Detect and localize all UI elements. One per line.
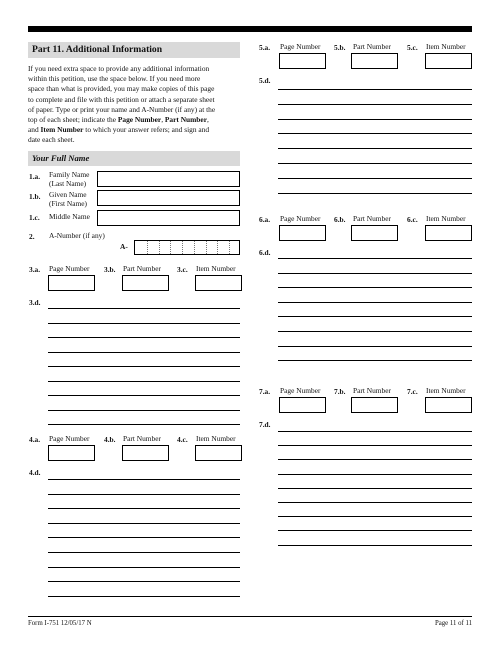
item-7a-page-number-label: Page Number: [280, 386, 321, 395]
item-7d-answer-line[interactable]: [278, 459, 472, 460]
item-4d-answer-line[interactable]: [48, 537, 240, 538]
page-number: Page 11 of 11: [434, 620, 472, 627]
a-number-prefix: A-: [120, 242, 128, 251]
part-11-title: Part 11. Additional Information: [32, 44, 163, 55]
item-7d-answer-line[interactable]: [278, 530, 472, 531]
item-7b-part-number-field[interactable]: [351, 397, 398, 413]
item-3d-answer-line[interactable]: [48, 352, 240, 353]
item-4d-answer-line[interactable]: [48, 581, 240, 582]
item-1c-number: 1.c.: [29, 213, 40, 222]
item-3c-item-number-label: Item Number: [196, 264, 236, 273]
item-4b-number: 4.b.: [104, 435, 116, 444]
item-7d-answer-line[interactable]: [278, 445, 472, 446]
item-6c-item-number-label: Item Number: [426, 214, 466, 223]
item-6d-answer-line[interactable]: [278, 360, 472, 361]
item-4a-number: 4.a.: [29, 435, 41, 444]
given-name-label-line1: Given Name: [49, 190, 87, 199]
item-4c-item-number-field[interactable]: [195, 445, 242, 461]
a-number-digit-divider: [206, 241, 218, 254]
intro-line: within this petition, use the space below. If you need more: [28, 74, 201, 84]
item-5c-item-number-field[interactable]: [425, 53, 472, 69]
intro-bold-page-number: Page Number: [117, 115, 162, 125]
item-7d-number: 7.d.: [259, 420, 271, 429]
item-3b-part-number-label: Part Number: [123, 264, 161, 273]
item-3d-answer-line[interactable]: [48, 410, 240, 411]
middle-name-field[interactable]: [97, 210, 240, 226]
item-6d-answer-line[interactable]: [278, 258, 472, 259]
item-4d-answer-line[interactable]: [48, 596, 240, 597]
intro-line: space than what is provided, you may make copies of this page: [28, 84, 215, 94]
family-name-field[interactable]: [97, 171, 240, 187]
item-3d-answer-line[interactable]: [48, 337, 240, 338]
item-5c-number: 5.c.: [407, 43, 418, 52]
item-6b-part-number-label: Part Number: [353, 214, 391, 223]
item-6d-answer-line[interactable]: [278, 346, 472, 347]
intro-line: of paper. Type or print your name and A-Number (if any) at the: [28, 104, 216, 114]
item-5d-answer-line[interactable]: [278, 148, 472, 149]
item-7d-answer-line[interactable]: [278, 545, 472, 546]
item-5a-page-number-label: Page Number: [280, 42, 321, 51]
item-5d-answer-line[interactable]: [278, 133, 472, 134]
given-name-field[interactable]: [97, 190, 240, 206]
item-4b-part-number-field[interactable]: [122, 445, 169, 461]
a-number-digit-divider: [217, 241, 229, 254]
intro-text: ,: [161, 115, 165, 125]
a-number-digit-divider: [194, 241, 206, 254]
item-7c-number: 7.c.: [407, 387, 418, 396]
item-6b-part-number-field[interactable]: [351, 225, 398, 241]
item-5d-answer-line[interactable]: [278, 193, 472, 194]
intro-line: [28, 125, 242, 135]
item-3d-number: 3.d.: [29, 298, 41, 307]
item-4b-part-number-label: Part Number: [123, 434, 161, 443]
given-name-label-line2: (First Name): [49, 198, 87, 208]
intro-text: and: [28, 125, 41, 135]
item-4d-answer-line[interactable]: [48, 552, 240, 553]
item-3c-item-number-field[interactable]: [195, 275, 242, 291]
item-6b-number: 6.b.: [334, 215, 346, 224]
item-4d-number: 4.d.: [29, 468, 41, 477]
item-3a-page-number-label: Page Number: [49, 264, 90, 273]
intro-text: top of each sheet; indicate the: [28, 115, 118, 125]
item-3d-answer-line[interactable]: [48, 323, 240, 324]
item-6c-number: 6.c.: [407, 215, 418, 224]
a-number-digit-divider: [147, 241, 159, 254]
item-1b-number: 1.b.: [29, 192, 41, 201]
item-4d-answer-line[interactable]: [48, 494, 240, 495]
item-6d-answer-line[interactable]: [278, 316, 472, 317]
item-7b-number: 7.b.: [334, 387, 346, 396]
item-3d-answer-line[interactable]: [48, 308, 240, 309]
item-5d-answer-line[interactable]: [278, 89, 472, 90]
item-7d-answer-line[interactable]: [278, 502, 472, 503]
intro-line: [28, 115, 242, 125]
item-3b-number: 3.b.: [104, 265, 116, 274]
item-4a-page-number-field[interactable]: [48, 445, 95, 461]
part-11-header: [28, 42, 240, 58]
item-5b-number: 5.b.: [334, 43, 346, 52]
item-4a-page-number-label: Page Number: [49, 434, 90, 443]
item-2-number: 2.: [29, 232, 35, 241]
item-6d-answer-line[interactable]: [278, 302, 472, 303]
top-black-bar: [28, 26, 472, 32]
family-name-label-line1: Family Name: [49, 170, 90, 179]
intro-bold-part-number: Part Number: [164, 115, 207, 125]
form-id: Form I-751 12/05/17 N: [28, 620, 92, 627]
item-6d-answer-line[interactable]: [278, 331, 472, 332]
item-3d-answer-line[interactable]: [48, 381, 240, 382]
a-number-digit-divider: [159, 241, 171, 254]
a-number-digit-divider: [182, 241, 194, 254]
family-name-label: [49, 171, 89, 188]
a-number-label: A-Number (if any): [49, 231, 105, 240]
item-6a-number: 6.a.: [259, 215, 271, 224]
item-3d-answer-line[interactable]: [48, 366, 240, 367]
item-3c-number: 3.c.: [177, 265, 188, 274]
intro-line: date each sheet.: [28, 135, 75, 145]
intro-text: ,: [206, 115, 209, 125]
item-4c-number: 4.c.: [177, 435, 188, 444]
footer-rule: [28, 616, 472, 617]
full-name-header: [28, 151, 240, 166]
item-3a-page-number-field[interactable]: [48, 275, 95, 291]
item-6d-answer-line[interactable]: [278, 273, 472, 274]
item-4c-item-number-label: Item Number: [196, 434, 236, 443]
intro-line: to complete and file with this petition or attach a separate sheet: [28, 94, 215, 104]
item-3d-answer-line[interactable]: [48, 395, 240, 396]
item-5b-part-number-label: Part Number: [353, 42, 391, 51]
intro-text: to which your answer refers; and sign and: [83, 125, 210, 135]
item-5d-number: 5.d.: [259, 76, 271, 85]
item-5b-part-number-field[interactable]: [351, 53, 398, 69]
item-7d-answer-line[interactable]: [278, 488, 472, 489]
item-7a-number: 7.a.: [259, 387, 271, 396]
item-6d-answer-line[interactable]: [278, 287, 472, 288]
item-3d-answer-line[interactable]: [48, 424, 240, 425]
item-5d-answer-line[interactable]: [278, 104, 472, 105]
item-5a-number: 5.a.: [259, 43, 271, 52]
item-7d-answer-line[interactable]: [278, 516, 472, 517]
item-4d-answer-line[interactable]: [48, 479, 240, 480]
item-7b-part-number-label: Part Number: [353, 386, 391, 395]
item-7d-answer-line[interactable]: [278, 474, 472, 475]
item-4d-answer-line[interactable]: [48, 508, 240, 509]
item-5d-answer-line[interactable]: [278, 178, 472, 179]
a-number-field[interactable]: [134, 240, 240, 255]
a-number-digit-divider: [229, 241, 241, 254]
item-3b-part-number-field[interactable]: [122, 275, 169, 291]
item-1a-number: 1.a.: [29, 172, 41, 181]
item-6a-page-number-field[interactable]: [279, 225, 326, 241]
item-6c-item-number-field[interactable]: [425, 225, 472, 241]
item-4d-answer-line[interactable]: [48, 567, 240, 568]
item-4d-answer-line[interactable]: [48, 523, 240, 524]
intro-line: If you need extra space to provide any additional information: [28, 64, 210, 73]
middle-name-label: Middle Name: [49, 212, 90, 221]
full-name-title: Your Full Name: [32, 153, 90, 163]
item-7c-item-number-field[interactable]: [425, 397, 472, 413]
item-7d-answer-line[interactable]: [278, 431, 472, 432]
item-5a-page-number-field[interactable]: [279, 53, 326, 69]
item-7a-page-number-field[interactable]: [279, 397, 326, 413]
instructions-paragraph: [28, 64, 242, 146]
a-number-digit-divider: [170, 241, 182, 254]
item-6d-number: 6.d.: [259, 248, 271, 257]
item-3a-number: 3.a.: [29, 265, 41, 274]
family-name-label-line2: (Last Name): [49, 178, 87, 188]
intro-bold-item-number: Item Number: [40, 125, 84, 135]
item-5c-item-number-label: Item Number: [426, 42, 466, 51]
item-5d-answer-line[interactable]: [278, 119, 472, 120]
item-5d-answer-line[interactable]: [278, 163, 472, 164]
item-6a-page-number-label: Page Number: [280, 214, 321, 223]
item-7c-item-number-label: Item Number: [426, 386, 466, 395]
given-name-label: [49, 191, 87, 208]
